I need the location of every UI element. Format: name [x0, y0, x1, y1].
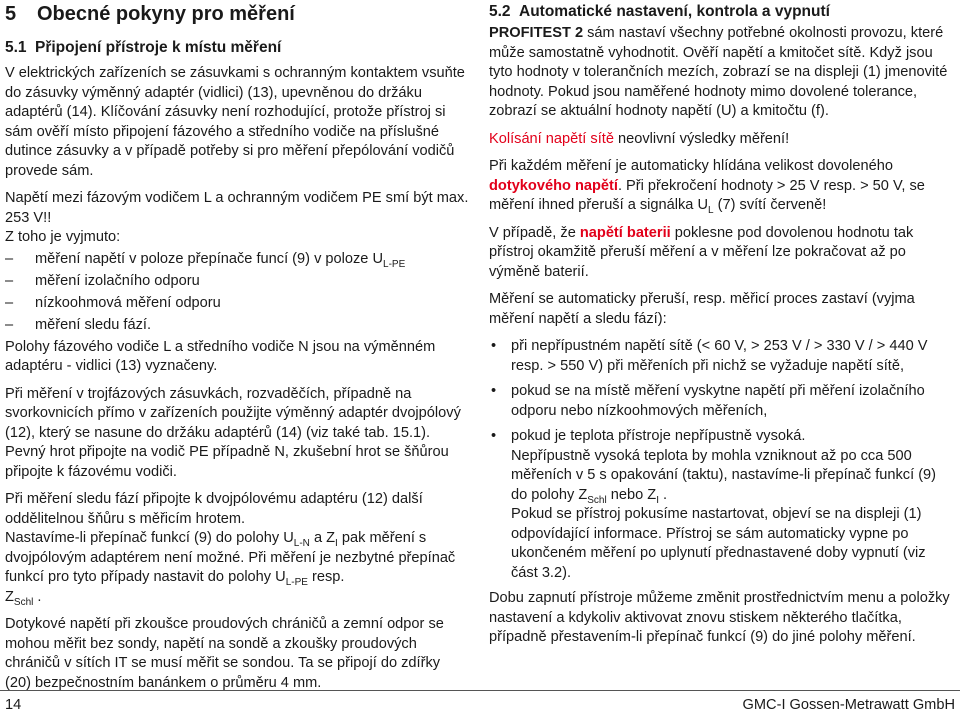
paragraph-fluctuation: Kolísání napětí sítě neovlivní výsledky měření!: [489, 130, 790, 147]
list-item: – měření izolačního odporu: [5, 270, 470, 292]
footer-divider: [0, 690, 960, 691]
paragraph-auto-setup: PROFITEST 2 sám nastaví všechny potřebné okolnosti provozu, které může samostatně vyhodnotit. Ověří napětí a kmitočet sítě. Když jsou tyto hodnoty v tolerančních mezích, zobrazí se na displeji (1) jmenovité hodnoty. Pokud jsou naměřené hodnoty mimo dovolené tolerance, zobrazí se aktuální hodnoty napětí (U) a kmitočtu (f).: [489, 25, 948, 119]
paragraph-probe: Dotykové napětí při zkoušce proudových chráničů a zemní odpor se mohou měřit bez sondy, napětí na sondě a zkoušky proudových chráničů v sítích IT se musí měřit se sondou. Ta se připojí do zdířky (20) bezpečnostním banánkem o průměru 4 mm.: [5, 616, 444, 691]
paragraph-touch-voltage: Při každém měření je automaticky hlídána velikost dovoleného dotykového napětí. Při překročení hodnoty > 25 V resp. > 50 V, se měření ihned přeruší a signálka $U_L$ (7) svítí červeně!: [489, 158, 925, 216]
list-item: – měření napětí v poloze přepínače funcí (9) v poloze $U_{L-PE}$: [5, 248, 470, 270]
paragraph-battery: V případě, že napětí baterii poklesne pod dovolenou hodnotu tak přístroj okamžitě přeruší měření a v měření lze pokračovat až po výměně baterií.: [489, 224, 914, 280]
paragraph-phase-sequence: Při měření sledu fází připojte k dvojpólovému adaptéru (12) další oddělitelnou šňůru s měřicím hrotem.: [5, 491, 423, 527]
left-column: [5, 0, 470, 701]
list-item: • při nepřípustném napětí sítě (< 60 V, > 253 V / > 330 V / > 440 V resp. > 550 V) při měřeních při nichž se vyžaduje napětí sítě,: [491, 338, 928, 374]
section-heading-5-2: 5.2 Automatické nastavení, kontrola a vypnutí: [489, 3, 830, 20]
interruption-list: [489, 337, 955, 583]
paragraph-function-switch: Nastavíme-li přepínač funkcí (9) do polohy $U_{L-N}$ a $Z_I$ pak měření s dvojpólovým adaptérem není možné. Při měření je nezbytné přepínač funkcí pro tyto případy nastavit do polohy $U_{L-PE}$ resp. $Z_{Schl}$ .: [5, 530, 456, 608]
paragraph-exceptions: Z toho je vyjmuto:: [5, 229, 121, 245]
paragraph-interruption: Měření se automaticky přeruší, resp. měřicí proces zastaví (vyjma měření napětí a sledu fází):: [489, 291, 915, 327]
list-item: – nízkoohmová měření odporu: [5, 292, 470, 314]
paragraph-voltage-limit: Napětí mezi fázovým vodičem L a ochranným vodičem PE smí být max. 253 V!!: [5, 190, 469, 226]
paragraph-adapter: V elektrických zařízeních se zásuvkami s ochranným kontaktem vsuňte do zásuvky výměnný adaptér (vidlici) (13), upevněnou do držáku adaptérů (14). Klíčování zásuvky není rozhodující, protože přístroj si sám ověří místo připojení fázového a středního vodiče na příslušné dutince zásuvky a v případě potřeby si pro měření přepólování vodičů provede sám.: [5, 65, 465, 179]
chapter-heading: 5 Obecné pokyny pro měření: [5, 3, 295, 25]
list-item: • pokud se na místě měření vyskytne napětí při měření izolačního odporu nebo nízkoohmových měřeních,: [491, 383, 925, 419]
list-item: – měření sledu fází.: [5, 314, 470, 336]
list-item: • pokud je teplota přístroje nepřípustně vysoká. Nepřípustně vysoká teplota by mohla vzniknout až po cca 500 měřeních v 5 s opakování (taktu), nastavíme-li přepínač funkcí (9) do polohy $Z_{Schl}$ nebo $Z_I$ . Pokud se přístroj pokusíme nastartovat, objeví se na displeji (1) odpovídající informace. Přístroj se sám automaticky vypne po ukončeném měření po uplynutí přednastavené doby vypnutí (viz část 3.2).: [491, 428, 937, 581]
paragraph-three-phase: Při měření v trojfázových zásuvkách, rozvaděčích, případně na svorkovnicích přímo v zařízeních použijte výměnný adaptér dvojpólový (12), který se nasune do držáku adaptérů (14) (viz také tab. 15.1). Pevný hrot připojte na vodič PE případně N, zkušební hrot se šňůrou připojte k fázovému vodiči.: [5, 385, 461, 480]
section-heading-5-1: 5.1 Připojení přístroje k místu měření: [5, 39, 282, 56]
company-name: GMC-I Gossen-Metrawatt GmbH: [742, 697, 955, 713]
exceptions-list: [5, 248, 470, 336]
paragraph-switch-on-time: Dobu zapnutí přístroje můžeme změnit prostřednictvím menu a položky nastavení a kdykoliv aktivovat znovu stiskem některého tlačítka, případně přestavením-li přepínač funkcí (9) do jiné polohy měření.: [489, 590, 950, 645]
brand-name: PROFITEST 2: [489, 25, 584, 41]
page-number: 14: [5, 697, 22, 713]
paragraph-conductor-positions: Polohy fázového vodiče L a středního vodiče N jsou na výměnném adaptéru - vidlici (13) vyznačeny.: [5, 338, 436, 374]
right-column: [489, 0, 955, 656]
